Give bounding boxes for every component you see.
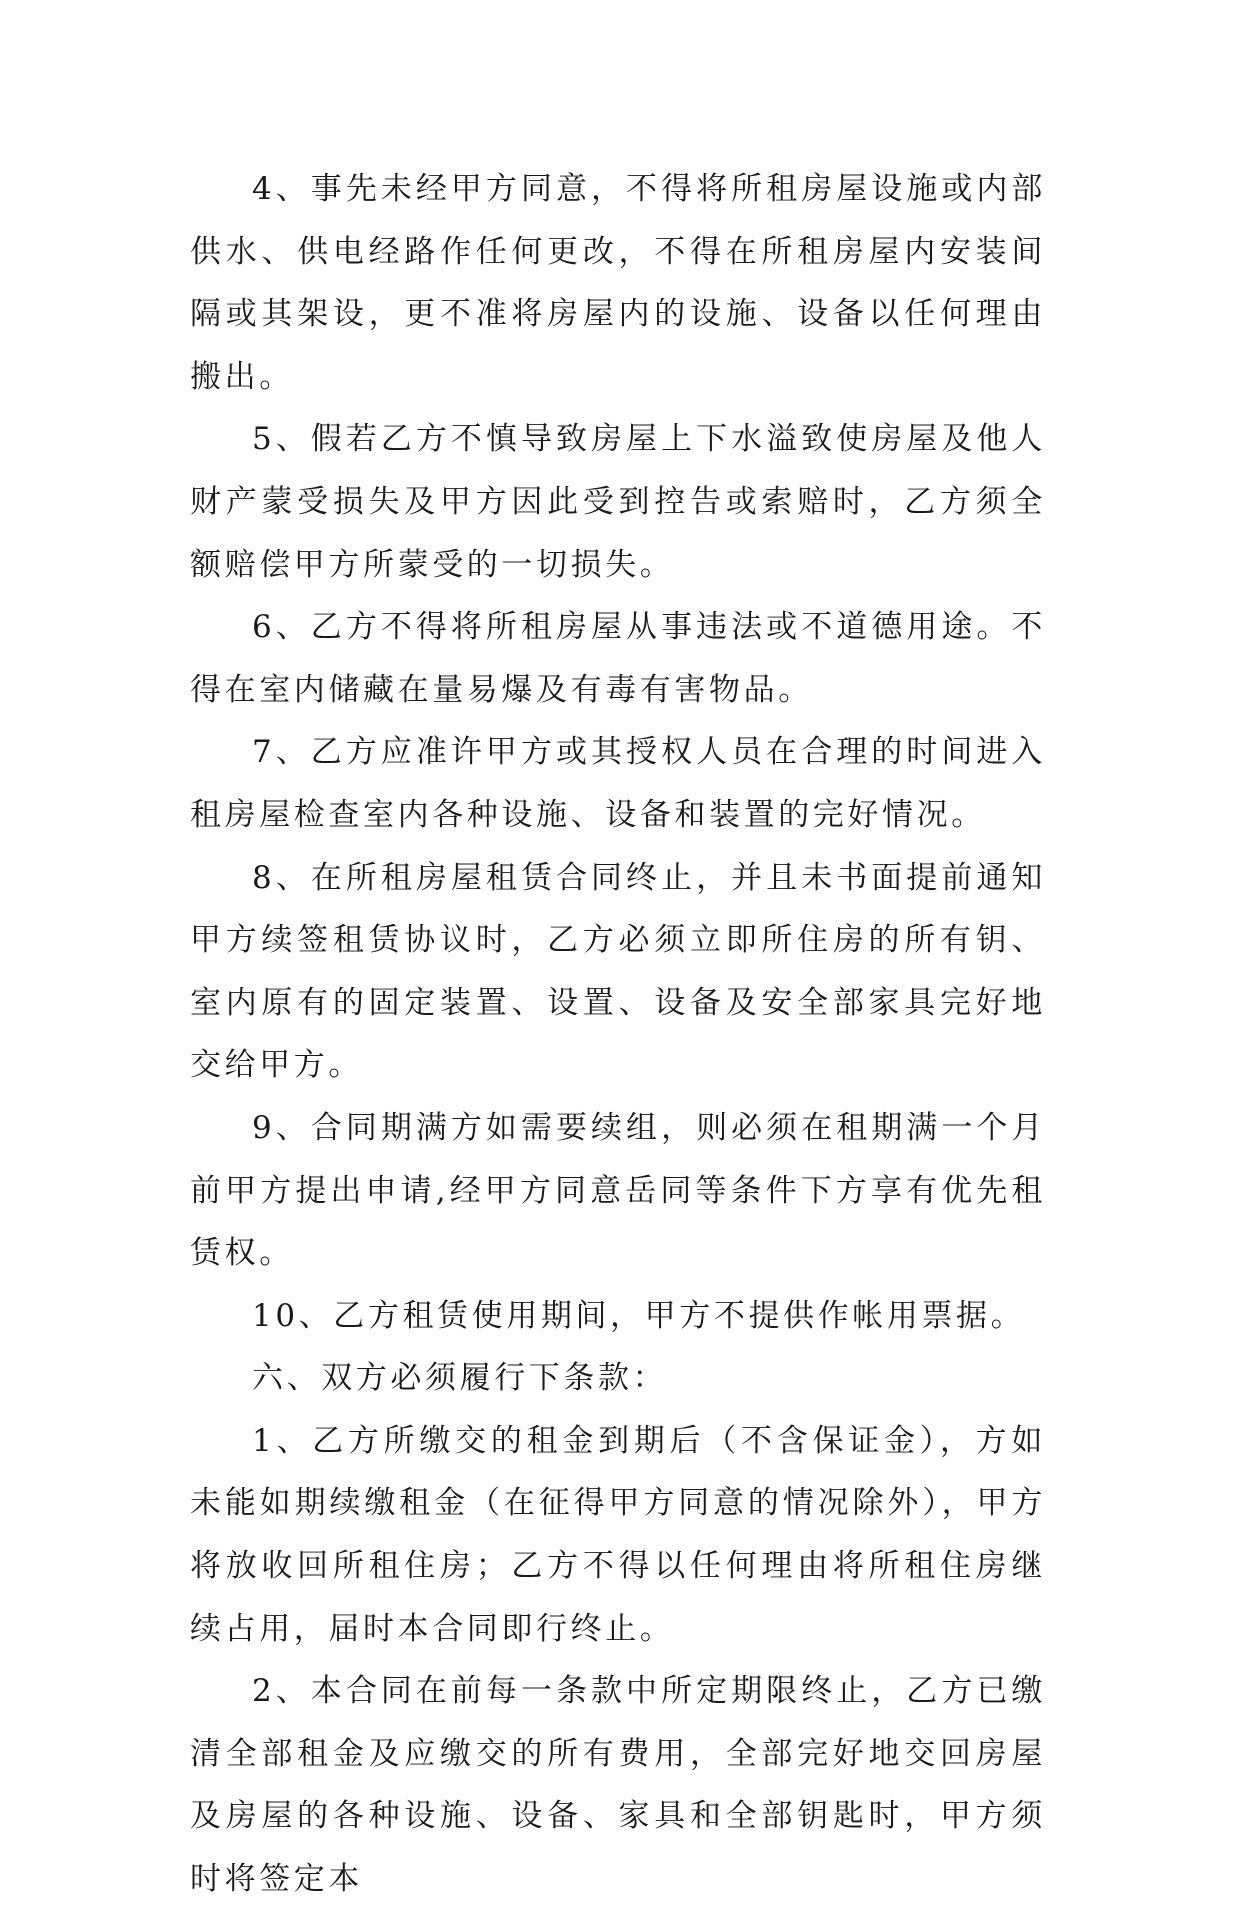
clause-10-paragraph: 10、乙方租赁使用期间，甲方不提供作帐用票据。 [252, 1297, 1026, 1334]
clause-6-paragraph: 6、乙方不得将所租房屋从事违法或不道德用途。不得在室内储藏在量易爆及有毒有害物品。 [190, 609, 1046, 708]
clause-4-paragraph: 4、事先未经甲方同意，不得将所租房屋设施或内部供水、供电经路作任何更改，不得在所租房屋内安装间隔或其架设，更不准将房屋内的设施、设备以任何理由搬出。 [190, 171, 1046, 395]
clause-7-paragraph: 7、乙方应准许甲方或其授权人员在合理的时间进入租房屋检查室内各种设施、设备和装置的完好情况。 [190, 734, 1046, 833]
clause-5-paragraph: 5、假若乙方不慎导致房屋上下水溢致使房屋及他人财产蒙受损失及甲方因此受到控告或索赔时，乙方须全额赔偿甲方所蒙受的一切损失。 [190, 421, 1046, 583]
section-6-heading: 六、双方必须履行下条款： [252, 1360, 668, 1397]
clause-9-paragraph: 9、合同期满方如需要续组，则必须在租期满一个月前甲方提出申请,经甲方同意岳同等条件下方享有优先租赁权。 [190, 1109, 1046, 1272]
section-6-clause-2-paragraph: 2、本合同在前每一条款中所定期限终止，乙方已缴清全部租金及应缴交的所有费用，全部完好地交回房屋及房屋的各种设施、设备、家具和全部钥匙时，甲方须时将签定本 [190, 1673, 1046, 1898]
clause-8-paragraph: 8、在所租房屋租赁合同终止，并且未书面提前通知甲方续签租赁协议时，乙方必须立即所住房的所有钥、室内原有的固定装置、设置、设备及安全部家具完好地交给甲方。 [190, 859, 1046, 1084]
document-body [190, 158, 1046, 1911]
section-6-clause-1-paragraph: 1、乙方所缴交的租金到期后（不含保证金），方如未能如期续缴租金（在征得甲方同意的情况除外），甲方将放收回所租住房；乙方不得以任何理由将所租住房继续占用，届时本合同即行终止。 [190, 1422, 1046, 1647]
